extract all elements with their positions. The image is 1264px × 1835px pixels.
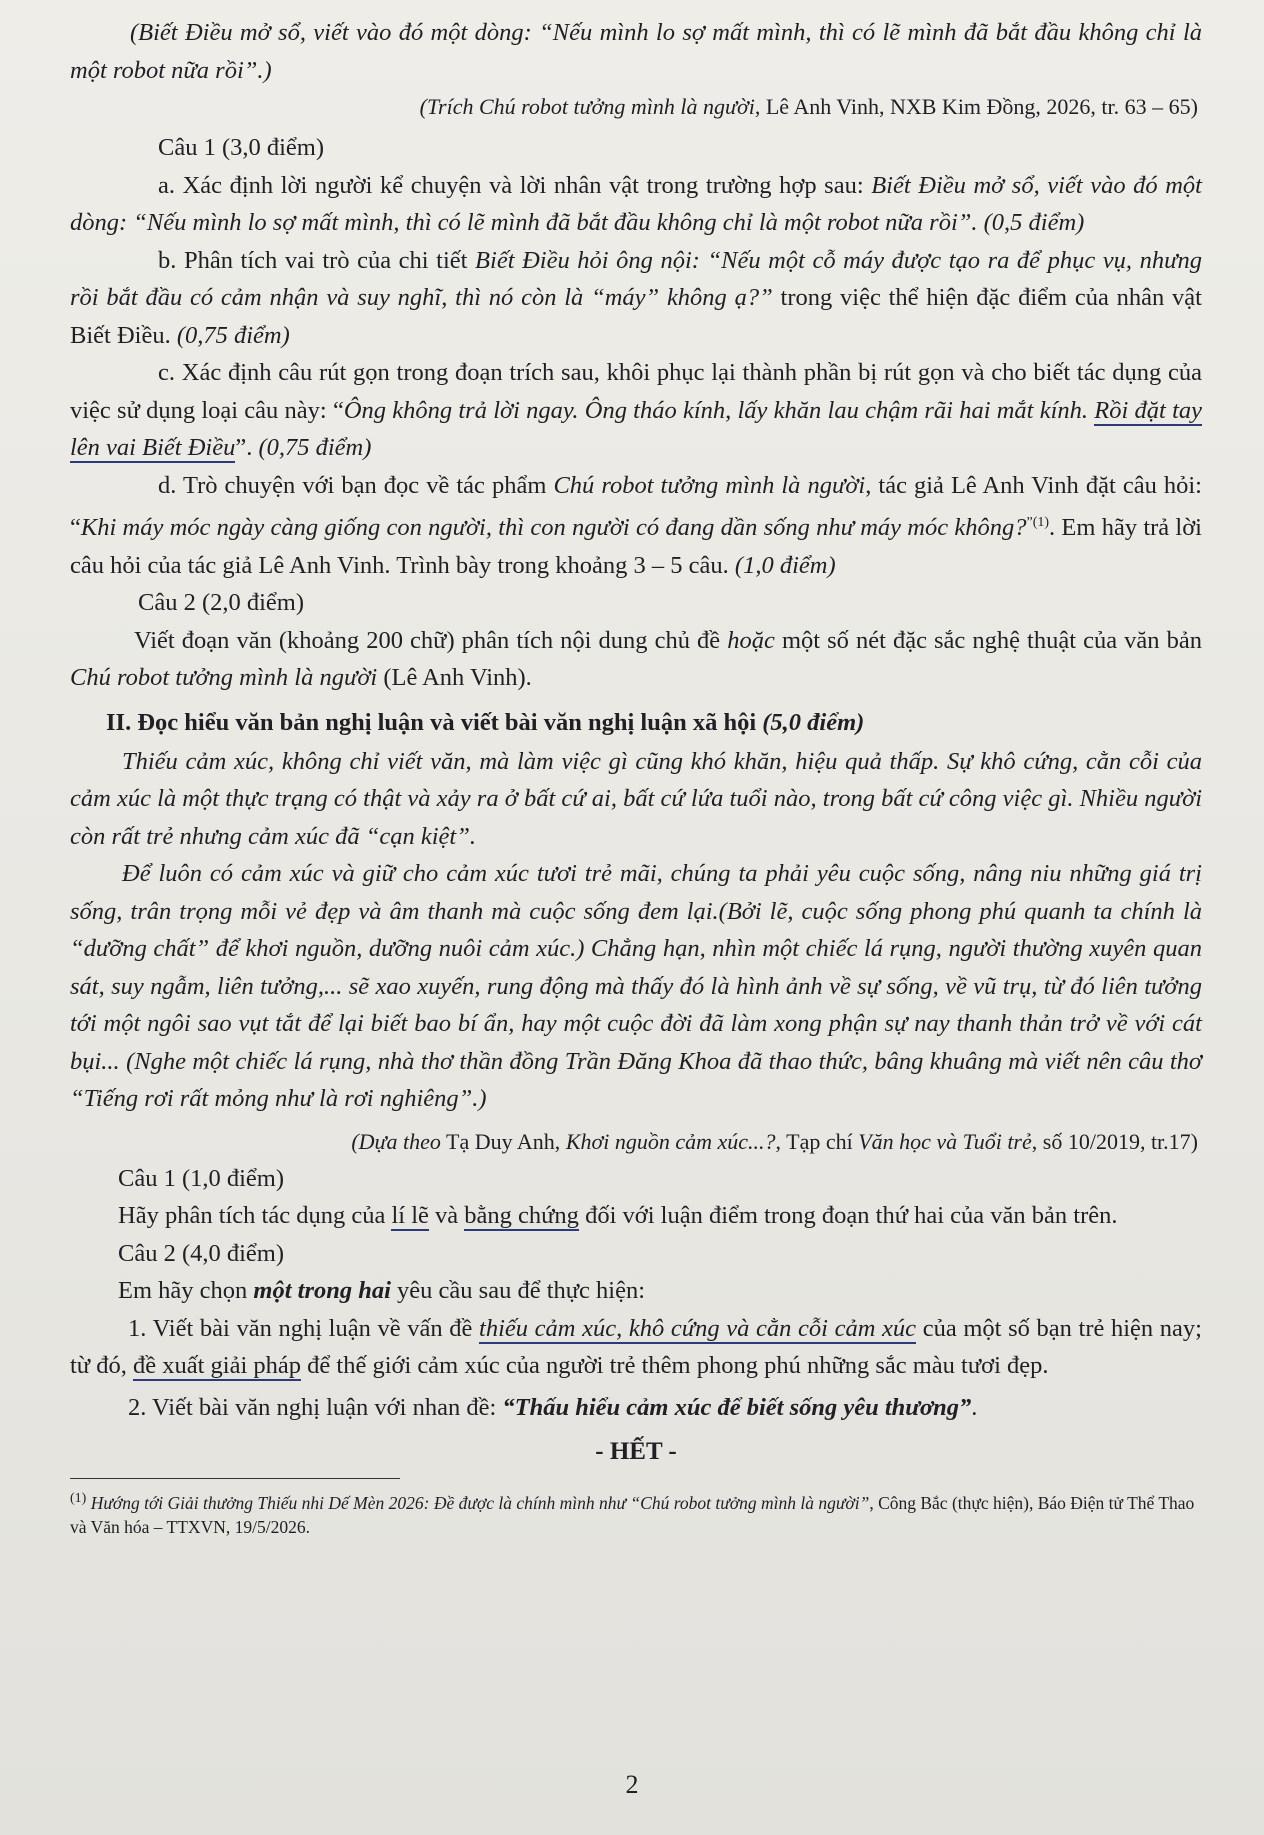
excerpt-citation: (Trích Chú robot tưởng mình là người, Lê Anh Vinh, NXB Kim Đồng, 2026, tr. 63 – 65) [419, 94, 1198, 119]
part2-question1-text: Hãy phân tích tác dụng của lí lẽ và bằng chứng đối với luận điểm trong đoạn thứ hai của văn bản trên. [118, 1202, 1118, 1230]
part2-question2-heading: Câu 2 (4,0 điểm) [118, 1239, 285, 1267]
part2-question1-heading: Câu 1 (1,0 điểm) [118, 1164, 285, 1192]
question-1a: a. Xác định lời người kể chuyện và lời nhân vật trong trường hợp sau: Biết Điều mở sổ, viết vào đó một dòng: “Nếu mình lo sợ mất mình, thì có lẽ mình đã bắt đầu không chỉ là một robot nữa rồi”. (0,5 điểm) [70, 171, 1202, 236]
part1-question2-text: Viết đoạn văn (khoảng 200 chữ) phân tích nội dung chủ đề hoặc một số nét đặc sắc nghệ thuật của văn bản Chú robot tưởng mình là người (Lê Anh Vinh). [70, 626, 1202, 692]
part2-option-1: 1. Viết bài văn nghị luận về vấn đề thiếu cảm xúc, khô cứng và cằn cỗi cảm xúc của một số bạn trẻ hiện nay; từ đó, đề xuất giải pháp để thế giới cảm xúc của người trẻ thêm phong phú những sắc màu tươi đẹp. [70, 1314, 1202, 1380]
part2-option-2: 2. Viết bài văn nghị luận với nhan đề: “Thấu hiểu cảm xúc để biết sống yêu thương”. [128, 1393, 978, 1421]
argument-paragraph-2: Để luôn có cảm xúc và giữ cho cảm xúc tươi trẻ mãi, chúng ta phải yêu cuộc sống, nâng niu những giá trị sống, trân trọng mỗi vẻ đẹp và âm thanh mà cuộc sống đem lại.(Bởi lẽ, cuộc sống phong phú quanh ta chính là “dưỡng chất” để khơi nguồn, dưỡng nuôi cảm xúc.) Chẳng hạn, nhìn một chiếc lá rụng, người thường xuyên quan sát, suy ngẫm, liên tưởng,... sẽ xao xuyến, rung động mà thấy đó là hình ảnh về sự sống, về vũ trụ, từ đó liên tưởng tới một ngôi sao vụt tắt để lại biết bao bí ẩn, hay một cuộc đời đã làm xong phận sự nay thanh thản trở về với cát bụi... (Nghe một chiếc lá rụng, nhà thơ thần đồng Trần Đăng Khoa đã thao thức, bâng khuâng mà viết nên câu thơ “Tiếng rơi rất mỏng như là rơi nghiêng”.) [70, 860, 1202, 1113]
argument-paragraph-1: Thiếu cảm xúc, không chỉ viết văn, mà làm việc gì cũng khó khăn, hiệu quả thấp. Sự khô cứng, cằn cỗi của cảm xúc là một thực trạng có thật và xảy ra ở bất cứ ai, bất cứ lứa tuổi nào, trong bất cứ công việc gì. Nhiều người còn rất trẻ nhưng cảm xúc đã “cạn kiệt”. [70, 747, 1202, 850]
question-1d: d. Trò chuyện với bạn đọc về tác phẩm Chú robot tưởng mình là người, tác giả Lê Anh Vinh đặt câu hỏi: “Khi máy móc ngày càng giống con người, thì con người có đang dần sống như máy móc không?$^{”(1)}$. Em hãy trả lời câu hỏi của tác giả Lê Anh Vinh. Trình bày trong khoảng 3 – 5 câu. (1,0 điểm) [70, 471, 1202, 579]
part2-question2-intro: Em hãy chọn một trong hai yêu cầu sau để thực hiện: [118, 1277, 646, 1305]
part1-question1-heading: Câu 1 (3,0 điểm) [158, 134, 325, 161]
end-mark: - HẾT - [595, 1438, 677, 1466]
page-number: 2 [625, 1770, 639, 1799]
question-1b: b. Phân tích vai trò của chi tiết Biết Điều hỏi ông nội: “Nếu một cỗ máy được tạo ra để phục vụ, nhưng rồi bắt đầu có cảm nhận và suy nghĩ, thì nó còn là “máy” không ạ?” trong việc thể hiện đặc điểm của nhân vật Biết Điều. (0,75 điểm) [70, 246, 1202, 349]
part2-heading: II. Đọc hiểu văn bản nghị luận và viết bài văn nghị luận xã hội (5,0 điểm) [106, 708, 865, 736]
footnote: $^{(1)}$ Hướng tới Giải thưởng Thiếu nhi Dế Mèn 2026: Đề được là chính mình như “Chú robot tưởng mình là người”, Công Bắc (thực hiện), Báo Điện tử Thể Thao và Văn hóa – TTXVN, 19/5/2026. [70, 1491, 1195, 1537]
argument-citation: (Dựa theo Tạ Duy Anh, Khơi nguồn cảm xúc...?, Tạp chí Văn học và Tuổi trẻ, số 10/2019, tr.17) [351, 1128, 1198, 1154]
part1-question2-heading: Câu 2 (2,0 điểm) [138, 589, 305, 617]
question-1c: c. Xác định câu rút gọn trong đoạn trích sau, khôi phục lại thành phần bị rút gọn và cho biết tác dụng của việc sử dụng loại câu này: “Ông không trả lời ngay. Ông tháo kính, lấy khăn lau chậm rãi hai mắt kính. Rồi đặt tay lên vai Biết Điều”. (0,75 điểm) [70, 359, 1202, 461]
excerpt-closing-line: (Biết Điều mở sổ, viết vào đó một dòng: “Nếu mình lo sợ mất mình, thì có lẽ mình đã bắt đầu không chỉ là một robot nữa rồi”.) [70, 19, 1202, 84]
footnote-divider [70, 1478, 400, 1479]
